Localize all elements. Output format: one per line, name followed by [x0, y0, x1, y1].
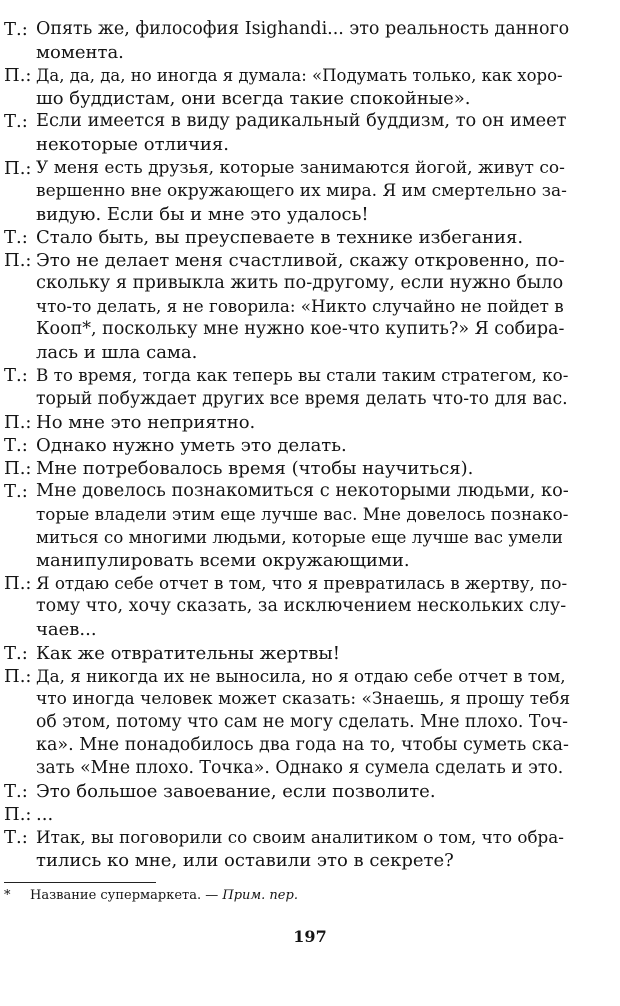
text-line: Опять же, философия Isighandi... это реальность данного — [36, 19, 570, 39]
utterance — [36, 364, 570, 410]
speaker-label: П.: — [4, 804, 32, 826]
dialogue-entry — [4, 480, 570, 572]
dialogue-entry — [4, 110, 570, 156]
text-line: вершенно вне окружающего их мира. Я им смертельно за- — [36, 180, 567, 201]
text-line: Итак, вы поговорили со своим аналитиком о том, что обра- — [36, 827, 564, 848]
text-line: что иногда человек может сказать: «Знаешь, я прошу тебя — [36, 688, 570, 709]
dialogue-entry — [4, 780, 570, 803]
speaker-label: П.: — [4, 65, 32, 87]
text-line: ... — [36, 804, 54, 826]
utterance — [36, 411, 570, 434]
text-line: тому что, хочу сказать, за исключением нескольких слу- — [36, 596, 567, 617]
text-line: Это большое завоевание, если позволите. — [36, 781, 436, 803]
text-line: Да, да, да, но иногда я думала: «Подумать только, как хоро- — [36, 66, 563, 86]
page-number: 197 — [293, 927, 327, 946]
utterance — [36, 572, 570, 641]
dialogue-entry — [4, 434, 570, 457]
text-line: В то время, тогда как теперь вы стали таким стратегом, ко- — [36, 365, 569, 386]
text-line: торый побуждает других все время делать что-то для вас. — [36, 388, 568, 409]
speaker-label: П.: — [4, 573, 32, 595]
utterance — [36, 457, 570, 480]
utterance — [36, 157, 570, 226]
speaker-label: Т.: — [4, 781, 28, 803]
dialogue-entry — [4, 642, 570, 665]
speaker-label: П.: — [4, 411, 32, 433]
speaker-label: Т.: — [4, 434, 28, 456]
text-line: манипулировать всеми окружающими. — [36, 550, 410, 572]
footnote-text: Название супермаркета. — — [30, 888, 223, 903]
speaker-label: П.: — [4, 457, 32, 479]
utterance — [36, 249, 570, 364]
utterance — [36, 480, 570, 572]
speaker-label: П.: — [4, 249, 32, 271]
dialogue-entry — [4, 64, 570, 110]
dialogue-entry — [4, 457, 570, 480]
dialogue-entry — [4, 226, 570, 249]
text-line: что-то делать, я не говорила: «Никто случайно не пойдет в — [36, 296, 564, 317]
speaker-label: Т.: — [4, 226, 28, 248]
utterance — [36, 803, 570, 826]
text-line: Однако нужно уметь это делать. — [36, 434, 347, 456]
utterance — [36, 226, 570, 249]
text-line: зать «Мне плохо. Точка». Однако я сумела сделать и это. — [36, 758, 564, 778]
speaker-label: П.: — [4, 157, 32, 179]
utterance — [36, 665, 570, 780]
dialogue-entry — [4, 157, 570, 226]
utterance — [36, 434, 570, 457]
footnote-rule — [4, 882, 156, 883]
dialogue-entry — [4, 826, 570, 872]
text-line: об этом, потому что сам не могу сделать. Мне плохо. Точ- — [36, 711, 568, 732]
dialogue-entry — [4, 803, 570, 826]
dialogue-entry — [4, 572, 570, 641]
footnote-translator-note: Прим. пер. — [222, 888, 298, 903]
text-line: Стало быть, вы преуспеваете в технике избегания. — [36, 226, 524, 248]
utterance — [36, 18, 570, 64]
dialogue-entry — [4, 364, 570, 410]
text-line: тились ко мне, или оставили это в секрете? — [36, 850, 454, 872]
speaker-label: Т.: — [4, 111, 28, 133]
dialogue-entry — [4, 665, 570, 780]
text-line: шо буддистам, они всегда такие спокойные». — [36, 88, 471, 110]
text-line: скольку я привыкла жить по-другому, если нужно было — [36, 273, 564, 294]
speaker-label: П.: — [4, 665, 32, 687]
utterance — [36, 780, 570, 803]
text-line: Если имеется в виду радикальный буддизм, то он имеет — [36, 111, 567, 132]
dialogue-transcript — [4, 18, 570, 872]
text-line: момента. — [36, 42, 124, 64]
utterance — [36, 642, 570, 665]
speaker-label: Т.: — [4, 365, 28, 387]
text-line: ка». Мне понадобилось два года на то, чтобы суметь ска- — [36, 734, 569, 755]
utterance — [36, 826, 570, 872]
dialogue-entry — [4, 411, 570, 434]
speaker-label: Т.: — [4, 19, 28, 40]
speaker-label: Т.: — [4, 827, 28, 849]
text-line: Мне потребовалось время (чтобы научиться). — [36, 457, 474, 479]
text-line: некоторые отличия. — [36, 134, 229, 156]
speaker-label: Т.: — [4, 480, 28, 502]
text-line: Да, я никогда их не выносила, но я отдаю себе отчет в том, — [36, 665, 566, 686]
utterance — [36, 110, 570, 156]
footnote — [4, 886, 298, 906]
dialogue-entry — [4, 249, 570, 364]
text-line: Как же отвратительны жертвы! — [36, 642, 340, 664]
text-line: Я отдаю себе отчет в том, что я превратилась в жертву, по- — [36, 573, 568, 594]
utterance — [36, 64, 570, 110]
dialogue-entry — [4, 18, 570, 64]
footnote-mark: * — [4, 888, 11, 903]
text-line: Мне довелось познакомиться с некоторыми людьми, ко- — [36, 480, 569, 501]
text-line: Кооп*, поскольку мне нужно кое-что купить?» Я собира- — [36, 319, 565, 340]
text-line: видую. Если бы и мне это удалось! — [36, 203, 369, 225]
text-line: Это не делает меня счастливой, скажу откровенно, по- — [36, 249, 565, 271]
text-line: торые владели этим еще лучше вас. Мне довелось познако- — [36, 503, 569, 524]
speaker-label: Т.: — [4, 642, 28, 664]
text-line: Но мне это неприятно. — [36, 411, 256, 433]
text-line: миться со многими людьми, которые еще лучше вас умели — [36, 527, 563, 548]
text-line: чаев... — [36, 619, 97, 641]
text-line: лась и шла сама. — [36, 342, 198, 364]
text-line: У меня есть друзья, которые занимаются йогой, живут со- — [36, 157, 565, 178]
